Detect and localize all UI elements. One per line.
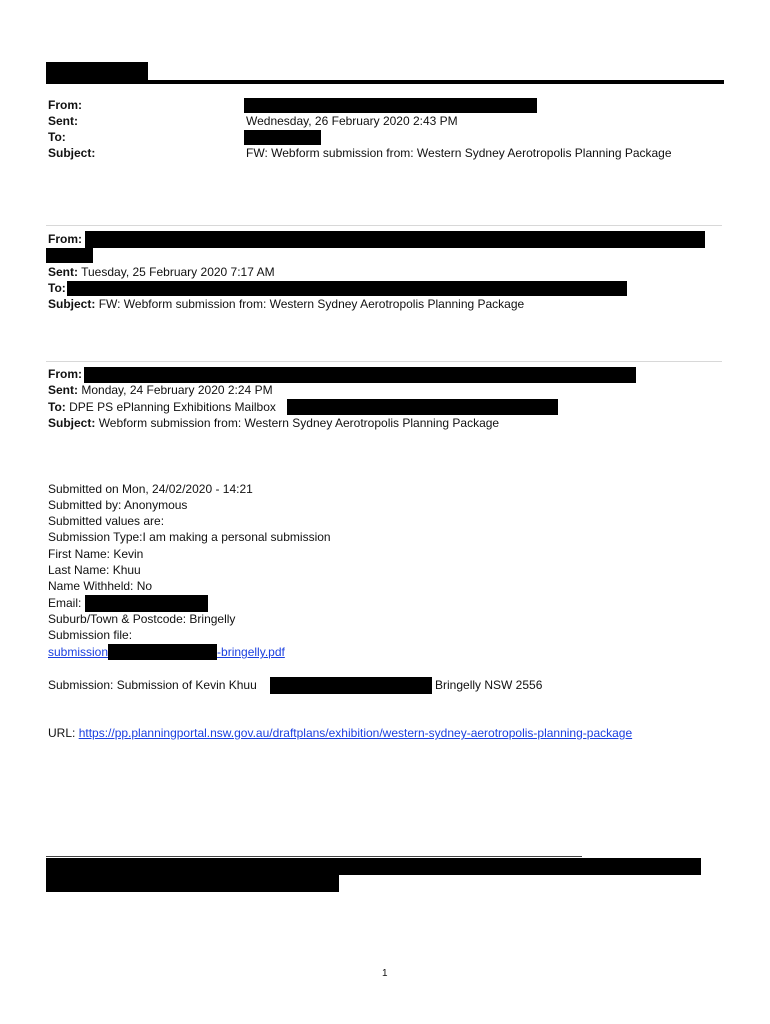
planning-portal-url-link[interactable]: https://pp.planningportal.nsw.gov.au/draftplans/exhibition/western-sydney-aerotropolis-planning-package xyxy=(78,726,633,740)
forward1-from-redaction-1 xyxy=(85,231,705,248)
forward1-sent-line xyxy=(48,264,275,280)
body-file-label: Submission file: xyxy=(48,628,133,642)
forward2-sent-label: Sent: xyxy=(48,383,78,397)
body-line-type: Submission Type:I am making a personal submission xyxy=(48,530,331,544)
body-line-submitted-by: Submitted by: Anonymous xyxy=(48,498,188,512)
header-from-label: From: xyxy=(48,98,82,112)
forward2-to-label: To: xyxy=(48,400,66,414)
forward1-sent-label: Sent: xyxy=(48,265,78,279)
header-to-redaction xyxy=(244,130,321,145)
forward2-sent-value: Monday, 24 February 2020 2:24 PM xyxy=(81,383,273,397)
forward2-subject-label: Subject: xyxy=(48,416,96,430)
forward1-from-redaction-2 xyxy=(46,248,93,263)
forward2-divider xyxy=(46,361,722,362)
forward1-from-label: From: xyxy=(48,232,82,246)
forward2-to-redaction xyxy=(287,399,558,415)
page-number: 1 xyxy=(382,968,388,979)
body-line-submitted-on: Submitted on Mon, 24/02/2020 - 14:21 xyxy=(48,482,253,496)
body-suburb-line: Suburb/Town & Postcode: Bringelly xyxy=(48,612,236,626)
forward2-subject-value: Webform submission from: Western Sydney Aerotropolis Planning Package xyxy=(98,416,500,430)
forward1-subject-value: FW: Webform submission from: Western Sydney Aerotropolis Planning Package xyxy=(98,297,525,311)
forward2-to-line xyxy=(48,399,276,415)
forward2-sent-line xyxy=(48,382,273,398)
header-sent-value: Wednesday, 26 February 2020 2:43 PM xyxy=(246,114,458,128)
top-redaction xyxy=(46,62,148,82)
submission-file-link[interactable] xyxy=(48,644,285,660)
body-submission-suffix: Bringelly NSW 2556 xyxy=(435,678,543,692)
forward2-from-label: From: xyxy=(48,367,82,381)
body-email-redaction xyxy=(85,595,208,612)
body-line-first-name: First Name: Kevin xyxy=(48,547,144,561)
forward2-subject-line xyxy=(48,415,499,431)
footer-signature-rule xyxy=(46,856,582,857)
forward1-divider xyxy=(46,225,722,226)
forward1-to-label: To: xyxy=(48,281,66,295)
header-to-label: To: xyxy=(48,130,66,144)
footer-redaction-1 xyxy=(46,858,701,875)
footer-redaction-2 xyxy=(46,875,339,892)
body-submission-prefix: Submission: Submission of Kevin Khuu xyxy=(48,678,257,692)
body-url-line xyxy=(48,725,632,741)
header-sent-label: Sent: xyxy=(48,114,78,128)
forward2-from-redaction xyxy=(84,367,636,383)
forward1-subject-line xyxy=(48,296,524,312)
forward1-to-redaction xyxy=(67,281,627,296)
body-submission-redaction xyxy=(270,677,432,694)
body-line-name-withheld: Name Withheld: No xyxy=(48,579,153,593)
body-line-last-name: Last Name: Khuu xyxy=(48,563,141,577)
header-from-redaction xyxy=(244,98,537,113)
header-subject-value: FW: Webform submission from: Western Sydney Aerotropolis Planning Package xyxy=(246,146,672,160)
forward1-sent-value: Tuesday, 25 February 2020 7:17 AM xyxy=(81,265,275,279)
body-line-values: Submitted values are: xyxy=(48,514,165,528)
submission-file-link-redaction xyxy=(108,644,217,660)
header-subject-label: Subject: xyxy=(48,146,96,160)
body-email-label: Email: xyxy=(48,596,82,610)
submission-file-link-prefix[interactable]: submission xyxy=(48,645,109,659)
forward2-to-value: DPE PS ePlanning Exhibitions Mailbox xyxy=(69,400,276,414)
forward1-subject-label: Subject: xyxy=(48,297,96,311)
header-rule xyxy=(46,80,724,84)
body-url-label: URL: xyxy=(48,726,76,740)
submission-file-link-suffix[interactable]: -bringelly.pdf xyxy=(217,645,285,659)
